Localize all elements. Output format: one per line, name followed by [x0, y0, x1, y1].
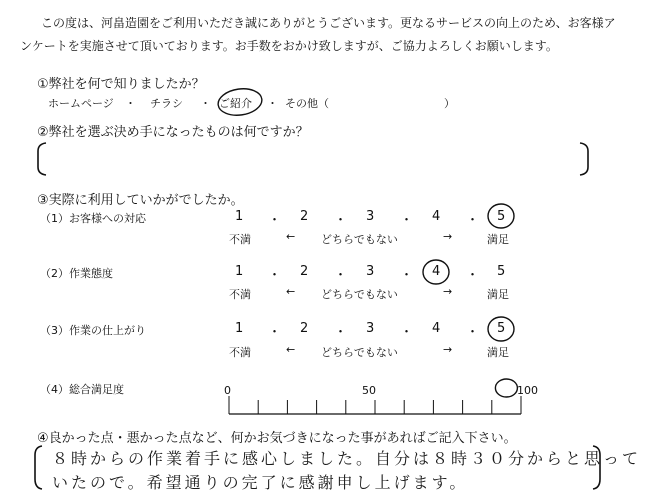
q2-right-bracket: [580, 143, 588, 175]
q3-item-2-selection-circle: [423, 260, 449, 284]
scale-5[interactable]: 5: [497, 209, 506, 224]
q4-ruler: [229, 396, 521, 414]
scale-dot: ・: [268, 268, 282, 283]
scale-dot: ・: [334, 325, 348, 340]
q3-item-1-label: （1）お客様への対応: [40, 212, 146, 225]
q3-item-3-label: （3）作業の仕上がり: [40, 324, 146, 337]
q1-other-close: ）: [444, 97, 455, 110]
scale-dot: ・: [466, 325, 480, 340]
scale-1[interactable]: 1: [235, 321, 244, 336]
q1-option-flyer[interactable]: チラシ: [150, 97, 183, 110]
scale-left-arrow: ←: [286, 230, 296, 243]
scale-2[interactable]: 2: [300, 264, 309, 279]
scale-label-mid: どちらでもない: [321, 288, 398, 301]
scale-1[interactable]: 1: [235, 209, 244, 224]
scale-5[interactable]: 5: [497, 264, 506, 279]
scale-left-arrow: ←: [286, 343, 296, 356]
q4-tick-label-100: 100: [517, 384, 538, 397]
scale-2[interactable]: 2: [300, 321, 309, 336]
q1-option-homepage[interactable]: ホームページ: [48, 97, 114, 110]
scale-5[interactable]: 5: [497, 321, 506, 336]
scale-4[interactable]: 4: [432, 264, 441, 279]
scale-right-arrow: →: [443, 343, 453, 356]
scale-dot: ・: [466, 268, 480, 283]
intro-line-2: ンケートを実施させて頂いております。お手数をおかけ致しますが、ご協力よろしくお願いします。: [20, 39, 558, 53]
q3-item-3-selection-circle: [488, 317, 514, 341]
q2-title: ②弊社を選ぶ決め手になったものは何ですか？: [37, 125, 309, 140]
scale-label-high: 満足: [487, 233, 509, 246]
q3-item-1-selection-circle: [488, 204, 514, 228]
q2-left-bracket: [38, 143, 46, 175]
q5-right-bracket: [593, 446, 600, 489]
q5-title: ④良かった点・悪かった点など、何かお気づきになった事があればご記入下さい。: [37, 431, 517, 446]
q1-separator: ・: [267, 97, 278, 110]
scale-right-arrow: →: [443, 230, 453, 243]
scale-label-high: 満足: [487, 346, 509, 359]
scale-dot: ・: [334, 268, 348, 283]
scale-label-high: 満足: [487, 288, 509, 301]
scale-dot: ・: [400, 325, 414, 340]
scale-label-mid: どちらでもない: [321, 346, 398, 359]
q3-item-2-label: （2）作業態度: [40, 267, 113, 280]
scale-4[interactable]: 4: [432, 321, 441, 336]
q4-label: （4）総合満足度: [40, 383, 124, 396]
scale-dot: ・: [268, 213, 282, 228]
scale-dot: ・: [334, 213, 348, 228]
scale-right-arrow: →: [443, 285, 453, 298]
scale-label-low: 不満: [229, 233, 251, 246]
scale-label-mid: どちらでもない: [321, 233, 398, 246]
q1-option-other[interactable]: その他（: [285, 97, 329, 110]
q4-selection-circle: [495, 379, 517, 397]
scale-2[interactable]: 2: [300, 209, 309, 224]
scale-label-low: 不満: [229, 346, 251, 359]
scale-3[interactable]: 3: [366, 264, 375, 279]
q5-left-bracket: [35, 446, 42, 489]
q3-title: ③実際に利用していかがでしたか。: [37, 193, 244, 208]
scale-4[interactable]: 4: [432, 209, 441, 224]
scale-label-low: 不満: [229, 288, 251, 301]
q5-answer-line-1[interactable]: ８時からの作業着手に感心しました。自分は８時３０分からと思って: [52, 449, 642, 468]
scale-dot: ・: [400, 213, 414, 228]
scale-3[interactable]: 3: [366, 209, 375, 224]
scale-3[interactable]: 3: [366, 321, 375, 336]
q1-selection-circle: [216, 86, 263, 118]
q4-tick-label-0: 0: [224, 384, 231, 397]
q1-option-referral[interactable]: ご紹介: [219, 97, 252, 110]
scale-dot: ・: [268, 325, 282, 340]
q5-answer-line-2[interactable]: いたので。希望通りの完了に感謝申し上げます。: [52, 473, 469, 492]
scale-1[interactable]: 1: [235, 264, 244, 279]
q1-separator: ・: [200, 97, 211, 110]
scale-dot: ・: [400, 268, 414, 283]
q4-tick-label-50: 50: [362, 384, 376, 397]
scale-dot: ・: [466, 213, 480, 228]
q1-separator: ・: [125, 97, 136, 110]
scale-left-arrow: ←: [286, 285, 296, 298]
q1-title: ①弊社を何で知りましたか？: [37, 77, 205, 92]
intro-line-1: この度は、河畠造園をご利用いただき誠にありがとうございます。更なるサービスの向上のため、お客様ア: [41, 16, 616, 30]
